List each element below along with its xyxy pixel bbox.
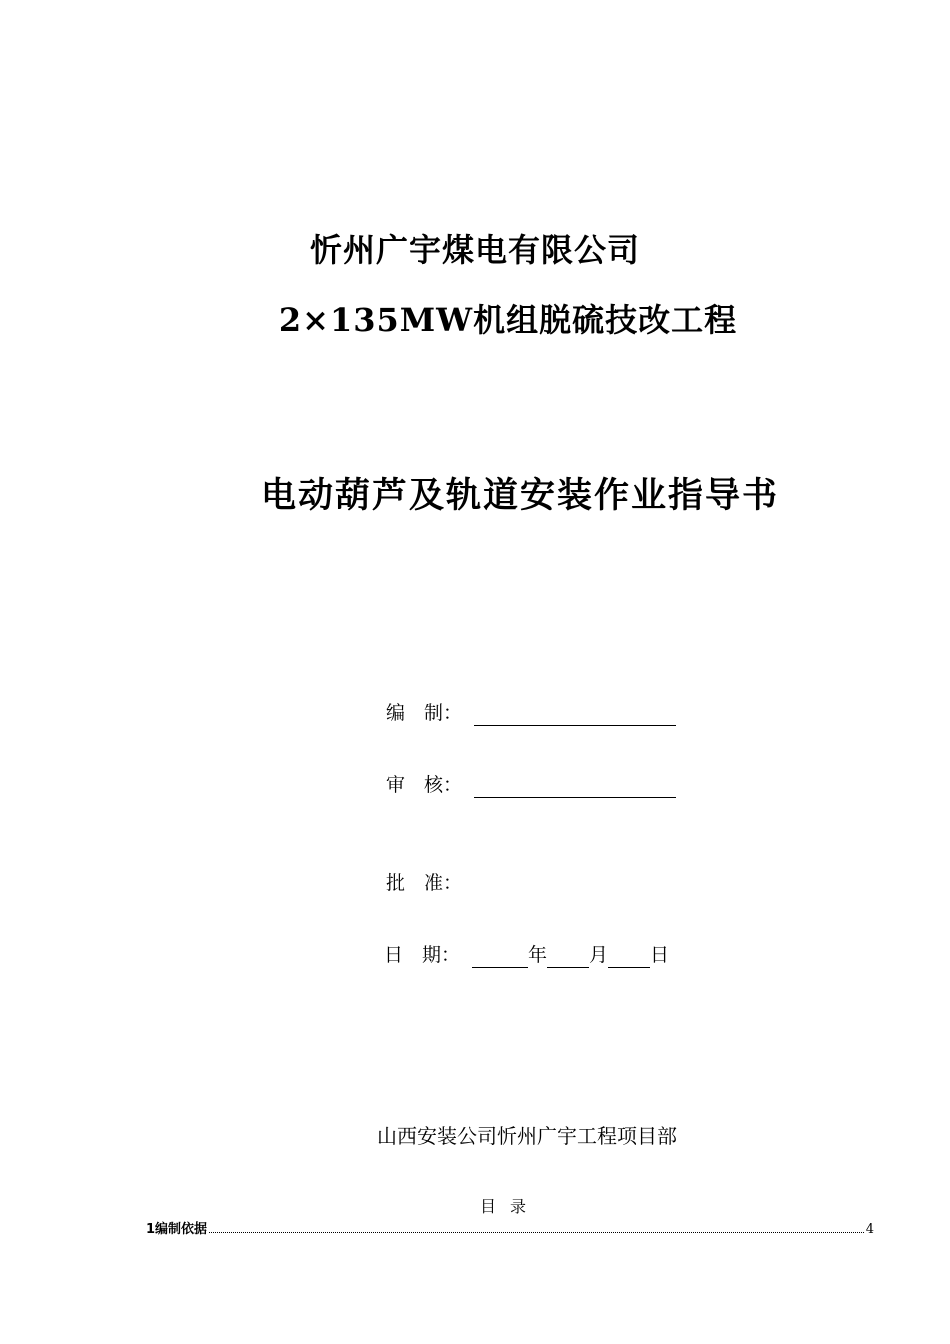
reviewed-by-row [386, 772, 676, 798]
compiled-by-row [386, 700, 676, 726]
year-blank [472, 945, 528, 968]
date-label: 日 期： [384, 944, 461, 966]
company-name: 忻州广宇煤电有限公司 [309, 231, 640, 269]
day-blank [608, 945, 650, 968]
month-unit: 月 [589, 944, 609, 966]
document-title: 电动葫芦及轨道安装作业指导书 [260, 475, 779, 516]
project-department: 山西安装公司忻州广宇工程项目部 [377, 1124, 677, 1148]
toc-entry-page: 4 [865, 1222, 874, 1237]
date-row [384, 942, 669, 968]
toc-leader-dots [209, 1231, 864, 1233]
approved-by-label: 批 准： [386, 872, 463, 894]
toc-entry[interactable] [146, 1221, 874, 1239]
approved-by-row [386, 870, 474, 896]
reviewed-by-blank [474, 775, 676, 798]
month-blank [547, 945, 589, 968]
year-unit: 年 [528, 944, 548, 966]
reviewed-by-label: 审 核： [386, 774, 463, 796]
toc-entry-label: 1编制依据 [146, 1222, 208, 1237]
compiled-by-label: 编 制： [386, 702, 463, 724]
project-name: 2×135MW机组脱硫技改工程 [278, 301, 738, 339]
compiled-by-blank [474, 703, 676, 726]
toc-title: 目录 [479, 1197, 540, 1216]
day-unit: 日 [650, 944, 670, 966]
